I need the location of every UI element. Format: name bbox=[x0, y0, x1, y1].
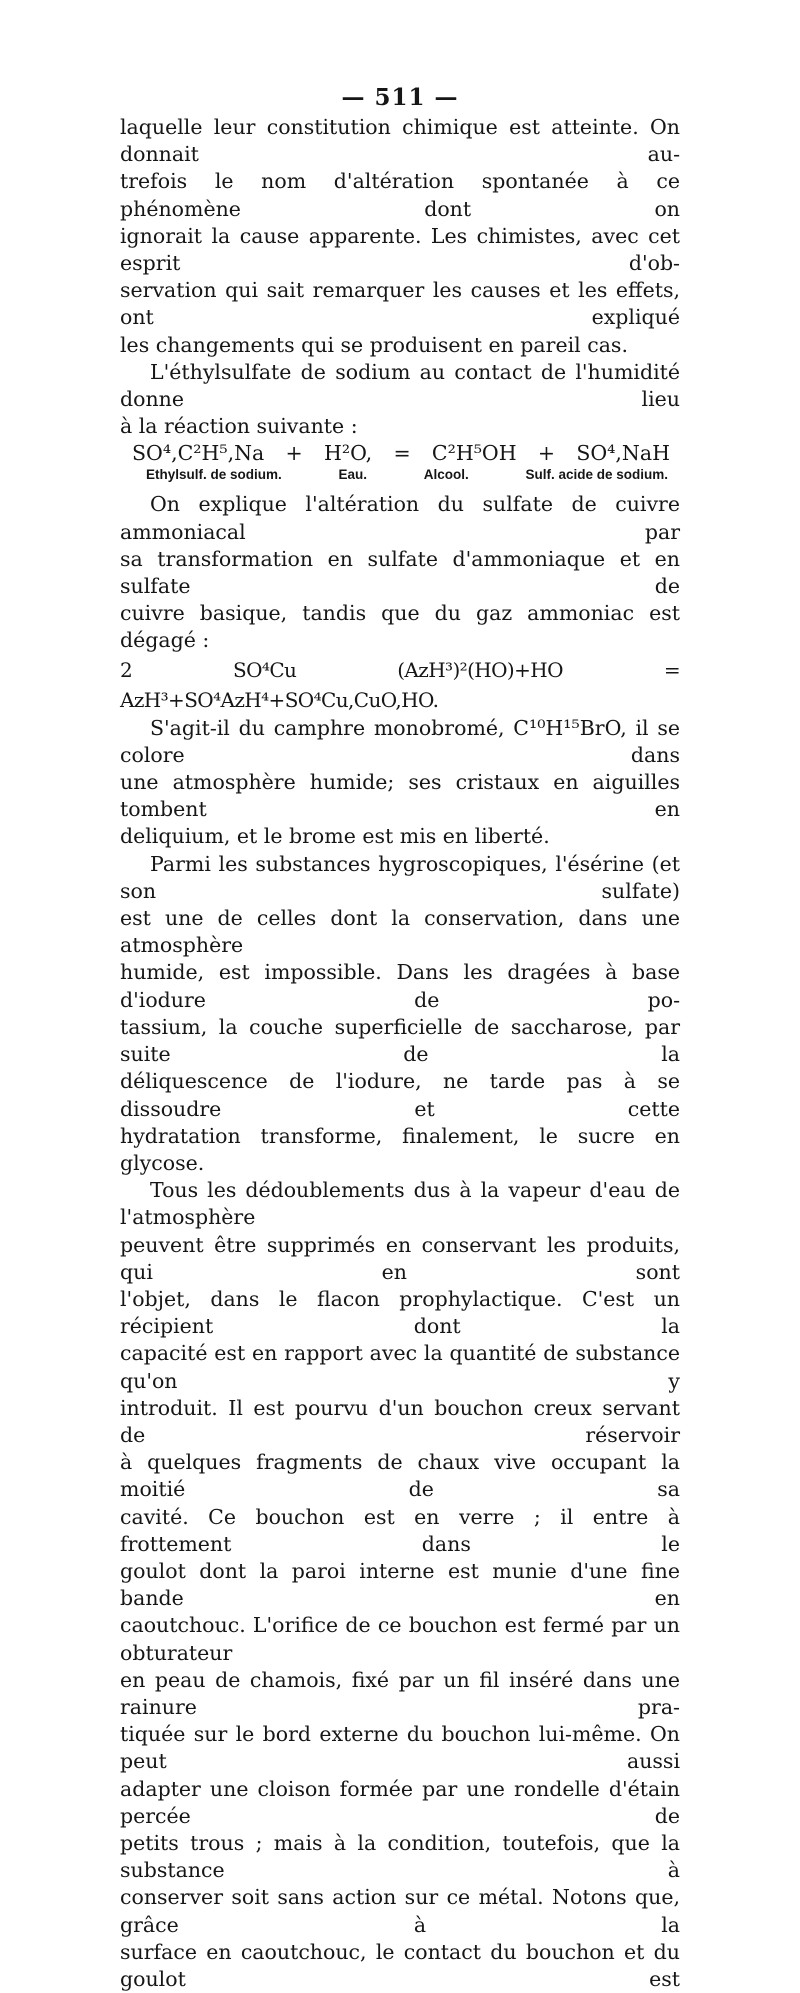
line: l'objet, dans le flacon prophylactique. C'est un récipient dont la bbox=[120, 1286, 680, 1339]
line: caoutchouc. L'orifice de ce bouchon est fermé par un obturateur bbox=[120, 1613, 680, 1665]
page-number: — 511 — bbox=[341, 84, 459, 111]
line: introduit. Il est pourvu d'un bouchon creux servant de réservoir bbox=[120, 1395, 680, 1447]
paragraph-3 bbox=[120, 491, 680, 654]
line: surface en caoutchouc, le contact du bouchon et du goulot est bbox=[120, 1939, 680, 1991]
line: les changements qui se produisent en pareil cas. bbox=[120, 332, 628, 357]
line: peuvent être supprimés en conservant les produits, qui en sont bbox=[120, 1232, 680, 1284]
line: est une de celles dont la conservation, dans une atmosphère bbox=[120, 906, 680, 958]
line: déliquescence de l'iodure, ne tarde pas à se dissoudre et cette bbox=[120, 1069, 680, 1121]
line: sa transformation en sulfate d'ammoniaque et en sulfate de bbox=[120, 546, 680, 599]
line: ignorait la cause apparente. Les chimistes, avec cet esprit d'ob- bbox=[120, 223, 680, 276]
line: goulot dont la paroi interne est munie d'une fine bande en bbox=[120, 1558, 680, 1611]
legend-acid-sulfate: Sulf. acide de sodium. bbox=[525, 467, 668, 483]
line: cavité. Ce bouchon est en verre ; il entre à frottement dans le bbox=[120, 1504, 680, 1556]
legend-alcohol: Alcool. bbox=[423, 467, 469, 483]
line: petits trous ; mais à la condition, toutefois, que la substance à bbox=[120, 1830, 680, 1883]
reaction-equation-2: 2 SO⁴Cu (AzH³)²(HO)+HO = AzH³+SO⁴AzH⁴+SO⁴Cu,CuO,HO. bbox=[120, 657, 680, 712]
line: à quelques fragments de chaux vive occupant la moitié de sa bbox=[120, 1450, 680, 1502]
paragraph-2 bbox=[120, 359, 680, 441]
line: Tous les dédoublements dus à la vapeur d'eau de l'atmosphère bbox=[120, 1178, 680, 1230]
equals-sign: = bbox=[393, 441, 411, 466]
line: hydratation transforme, finalement, le sucre en glycose. bbox=[120, 1123, 680, 1175]
paragraph-1 bbox=[120, 114, 680, 359]
line: S'agit-il du camphre monobromé, C¹⁰H¹⁵BrO, il se colore dans bbox=[120, 715, 680, 767]
line: servation qui sait remarquer les causes et les effets, ont expliqué bbox=[120, 278, 680, 330]
line: Parmi les substances hygroscopiques, l'ésérine (et son sulfate) bbox=[120, 851, 680, 903]
line: en peau de chamois, fixé par un fil inséré dans une rainure pra- bbox=[120, 1667, 680, 1719]
plus-sign: + bbox=[285, 441, 303, 466]
paragraph-5 bbox=[120, 851, 680, 1177]
legend-water: Eau. bbox=[338, 467, 367, 483]
line: capacité est en rapport avec la quantité de substance qu'on y bbox=[120, 1341, 680, 1393]
line: humide, est impossible. Dans les dragées à base d'iodure de po- bbox=[120, 960, 680, 1012]
line: deliquium, et le brome est mis en liberté. bbox=[120, 824, 550, 849]
reaction-legend bbox=[120, 467, 680, 483]
body-text bbox=[120, 114, 680, 1993]
reactant-water: H²O, bbox=[323, 441, 373, 466]
reactant-ethylsulfate: SO⁴,C²H⁵,Na bbox=[132, 441, 265, 466]
product-acid-sulfate: SO⁴,NaH bbox=[576, 441, 670, 466]
reaction-equation-1 bbox=[120, 440, 680, 467]
line: L'éthylsulfate de sodium au contact de l'humidité donne lieu bbox=[120, 359, 680, 412]
plus-sign: + bbox=[537, 441, 556, 466]
paragraph-6 bbox=[120, 1177, 680, 1993]
line: à la réaction suivante : bbox=[120, 414, 358, 439]
line: trefois le nom d'altération spontanée à ce phénomène dont on bbox=[120, 169, 680, 221]
line: tiquée sur le bord externe du bouchon lui-même. On peut aussi bbox=[120, 1722, 680, 1774]
product-alcohol: C²H⁵OH bbox=[431, 441, 517, 466]
legend-ethylsulfate: Ethylsulf. de sodium. bbox=[146, 467, 282, 483]
paragraph-4 bbox=[120, 715, 680, 851]
line: une atmosphère humide; ses cristaux en aiguilles tombent en bbox=[120, 770, 680, 822]
line: adapter une cloison formée par une rondelle d'étain percée de bbox=[120, 1776, 680, 1828]
line: conserver soit sans action sur ce métal. Notons que, grâce à la bbox=[120, 1885, 680, 1937]
line: On explique l'altération du sulfate de cuivre ammoniacal par bbox=[120, 492, 680, 544]
line: cuivre basique, tandis que du gaz ammoniac est dégagé : bbox=[120, 601, 680, 653]
line: laquelle leur constitution chimique est atteinte. On donnait au- bbox=[120, 115, 680, 167]
line: tassium, la couche superficielle de saccharose, par suite de la bbox=[120, 1014, 680, 1067]
